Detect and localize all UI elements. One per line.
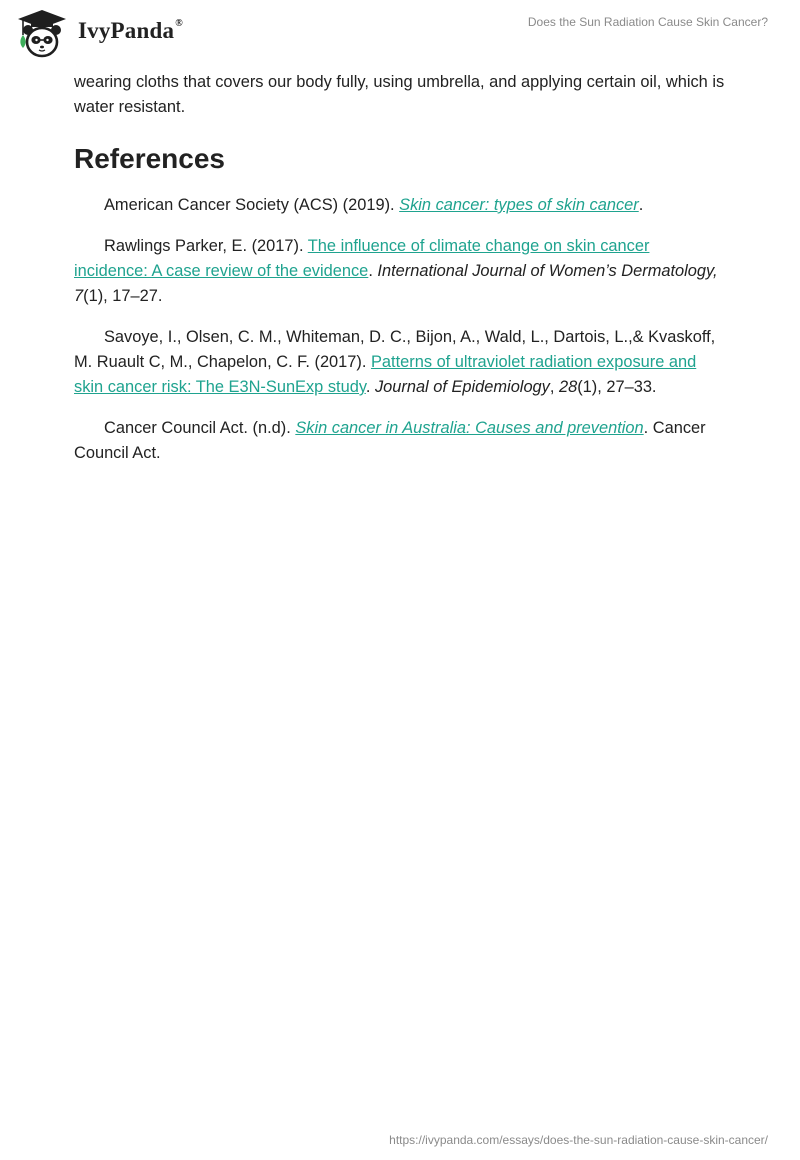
reference-authors: Cancer Council Act. (n.d). — [104, 419, 296, 437]
reference-separator: , — [549, 378, 559, 396]
reference-journal: International Journal of Women’s Dermatology, 7 — [74, 262, 718, 305]
footer-url[interactable]: https://ivypanda.com/essays/does-the-sun-radiation-cause-skin-cancer/ — [389, 1133, 768, 1147]
reference-journal: Journal of Epidemiology — [374, 378, 550, 396]
ivypanda-logo-icon[interactable] — [14, 8, 70, 58]
reference-item — [74, 416, 726, 466]
reference-volume: 28 — [558, 378, 578, 396]
continuation-paragraph: wearing cloths that covers our body fully, using umbrella, and applying certain oil, which is water resistant. — [74, 73, 725, 116]
reference-link[interactable]: Skin cancer in Australia: Causes and prevention — [295, 419, 644, 437]
registered-mark: ® — [175, 18, 183, 30]
reference-authors: Savoye, I., Olsen, C. M., Whiteman, D. C., Bijon, A., Wald, L., Dartois, L.,& Kvaskoff, M. Ruault C, M., Chapelon, C. F. (2017). — [74, 328, 716, 371]
reference-item — [74, 325, 726, 400]
page-header — [0, 0, 800, 70]
reference-tail: (1), 17–27. — [83, 287, 163, 305]
reference-tail: . — [638, 196, 644, 214]
reference-link[interactable]: Skin cancer: types of skin cancer — [399, 196, 639, 214]
reference-link[interactable]: Patterns of ultraviolet radiation exposure and skin cancer risk: The E3N-SunExp study — [74, 353, 697, 396]
reference-authors: Rawlings Parker, E. (2017). — [104, 237, 308, 255]
reference-separator: . — [368, 262, 378, 280]
brand-text[interactable]: IvyPanda — [78, 18, 175, 43]
brand-name[interactable] — [78, 18, 183, 44]
document-title: Does the Sun Radiation Cause Skin Cancer? — [527, 15, 768, 29]
reference-tail: (1), 27–33. — [577, 378, 657, 396]
reference-link[interactable]: The influence of climate change on skin cancer incidence: A case review of the evidence — [74, 237, 650, 280]
references-list — [74, 193, 726, 466]
reference-item — [74, 234, 726, 309]
reference-tail: . Cancer Council Act. — [74, 419, 706, 462]
reference-authors: American Cancer Society (ACS) (2019). — [104, 196, 400, 214]
document-body — [74, 70, 726, 482]
reference-separator: . — [365, 378, 375, 396]
reference-item — [74, 193, 726, 218]
references-heading: References — [74, 143, 225, 174]
